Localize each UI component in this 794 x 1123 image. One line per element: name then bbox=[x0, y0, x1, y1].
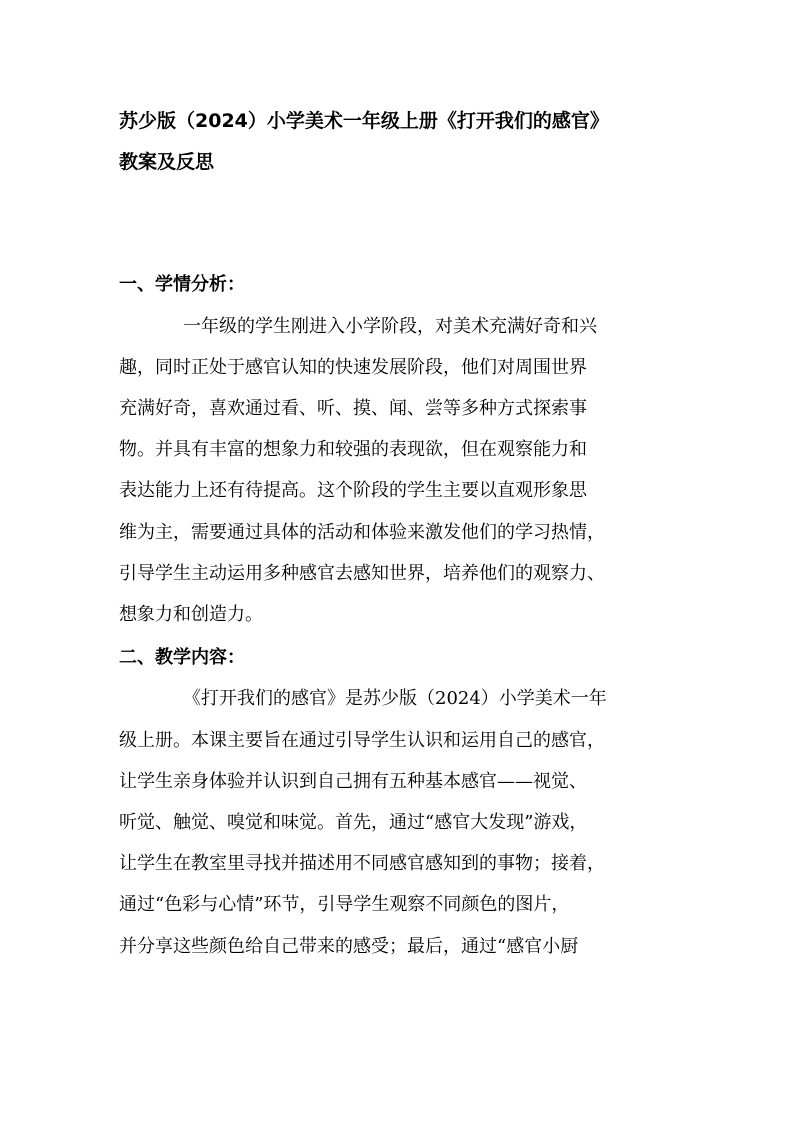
paragraph-line: 《打开我们的感官》是苏少版（2024）小学美术一年 bbox=[183, 688, 607, 709]
paragraph-line: 并分享这些颜色给自己带来的感受；最后，通过“感官小厨 bbox=[119, 936, 579, 957]
paragraph-line: 引导学生主动运用多种感官去感知世界，培养他们的观察力、 bbox=[119, 563, 605, 584]
section-heading-teaching-content: 二、教学内容： bbox=[119, 647, 245, 668]
section-heading-learning-analysis: 一、学情分析： bbox=[119, 274, 245, 295]
paragraph-line: 充满好奇，喜欢通过看、听、摸、闻、尝等多种方式探索事 bbox=[119, 398, 587, 419]
paragraph-line: 维为主，需要通过具体的活动和体验来激发他们的学习热情， bbox=[119, 522, 605, 543]
paragraph-line: 让学生在教室里寻找并描述用不同感官感知到的事物；接着， bbox=[119, 853, 605, 874]
paragraph-line: 级上册。本课主要旨在通过引导学生认识和运用自己的感官， bbox=[119, 730, 605, 751]
paragraph-line: 想象力和创造力。 bbox=[119, 604, 263, 625]
paragraph-line: 通过“色彩与心情”环节，引导学生观察不同颜色的图片， bbox=[119, 894, 570, 915]
paragraph-line: 听觉、触觉、嗅觉和味觉。首先，通过“感官大发现”游戏， bbox=[119, 812, 588, 833]
paragraph-line: 表达能力上还有待提高。这个阶段的学生主要以直观形象思 bbox=[119, 480, 587, 501]
paragraph-line: 一年级的学生刚进入小学阶段，对美术充满好奇和兴 bbox=[183, 316, 597, 337]
paragraph-line: 让学生亲身体验并认识到自己拥有五种基本感官——视觉、 bbox=[119, 771, 587, 792]
paragraph-line: 物。并具有丰富的想象力和较强的表现欲，但在观察能力和 bbox=[119, 439, 587, 460]
document-title-line-1: 苏少版（2024）小学美术一年级上册《打开我们的感官》 bbox=[119, 110, 609, 132]
document-title-line-2: 教案及反思 bbox=[119, 151, 215, 173]
paragraph-line: 趣，同时正处于感官认知的快速发展阶段，他们对周围世界 bbox=[119, 357, 587, 378]
